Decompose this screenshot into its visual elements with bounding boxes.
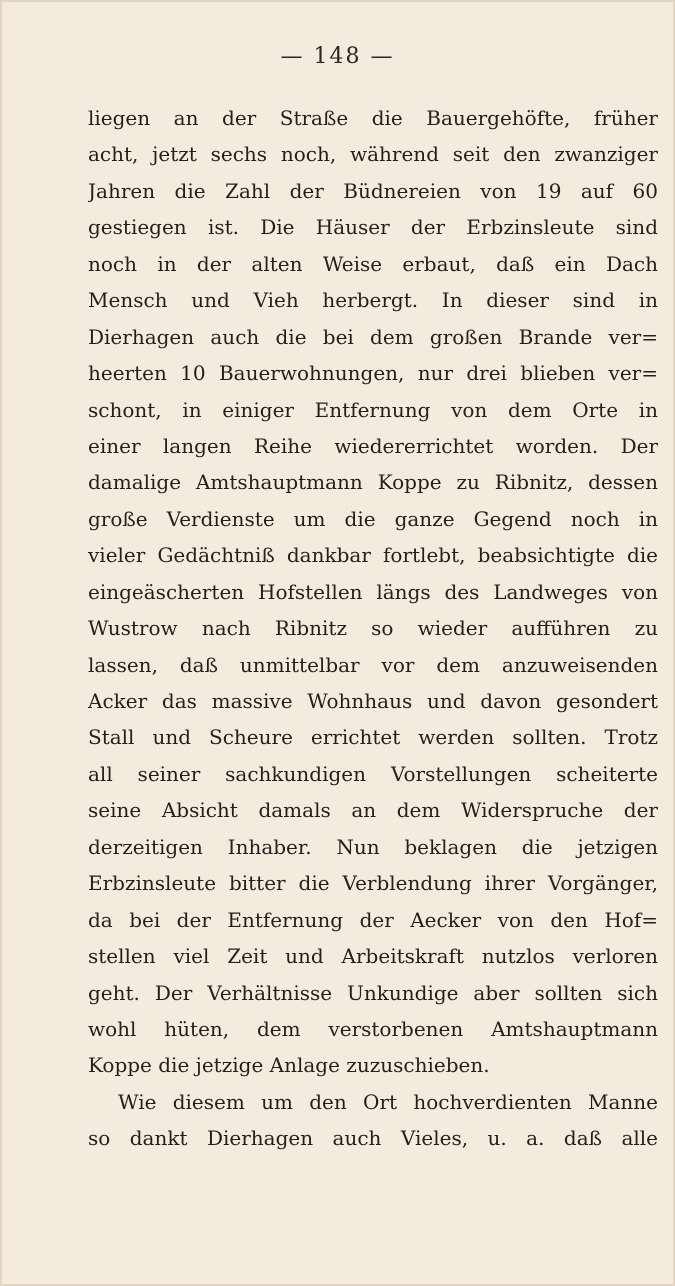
text-line: vieler Gedächtniß dankbar fortlebt, beabsichtigte die bbox=[88, 543, 658, 568]
text-line: derzeitigen Inhaber. Nun beklagen die jetzigen bbox=[88, 834, 658, 859]
text-line: damalige Amtshauptmann Koppe zu Ribnitz, dessen bbox=[88, 470, 658, 495]
text-line: da bei der Entfernung der Aecker von den Hof= bbox=[88, 907, 658, 932]
text-line: Jahren die Zahl der Büdnereien von 19 auf 60 bbox=[88, 178, 658, 203]
text-line: wohl hüten, dem verstorbenen Amtshauptmann bbox=[88, 1016, 658, 1041]
text-line: all seiner sachkundigen Vorstellungen scheiterte bbox=[88, 761, 658, 786]
text-line: Wie diesem um den Ort hochverdienten Manne bbox=[118, 1089, 658, 1114]
text-line: lassen, daß unmittelbar vor dem anzuweisenden bbox=[88, 652, 658, 677]
text-line: noch in der alten Weise erbaut, daß ein Dach bbox=[88, 251, 658, 276]
text-line: einer langen Reihe wiedererrichtet worden. Der bbox=[88, 433, 658, 458]
text-line: liegen an der Straße die Bauergehöfte, früher bbox=[88, 106, 658, 130]
page-number: — 148 — bbox=[280, 44, 395, 69]
text-line: so dankt Dierhagen auch Vieles, u. a. daß alle bbox=[88, 1126, 658, 1151]
text-line: Wustrow nach Ribnitz so wieder aufführen zu bbox=[88, 616, 658, 641]
text-line: große Verdienste um die ganze Gegend noch in bbox=[88, 506, 658, 531]
body-text bbox=[88, 100, 658, 1157]
text-line: heerten 10 Bauerwohnungen, nur drei blieben ver= bbox=[88, 361, 658, 386]
text-line: eingeäscherten Hofstellen längs des Landweges von bbox=[88, 579, 658, 604]
text-line: geht. Der Verhältnisse Unkundige aber sollten sich bbox=[88, 980, 658, 1005]
text-line: Mensch und Vieh herbergt. In dieser sind in bbox=[88, 288, 658, 313]
text-line: seine Absicht damals an dem Widerspruche der bbox=[88, 798, 658, 823]
text-line: gestiegen ist. Die Häuser der Erbzinsleute sind bbox=[88, 215, 658, 240]
text-line: schont, in einiger Entfernung von dem Orte in bbox=[88, 397, 658, 422]
text-line: Dierhagen auch die bei dem großen Brande ver= bbox=[88, 324, 658, 349]
text-line: Erbzinsleute bitter die Verblendung ihrer Vorgänger, bbox=[88, 871, 658, 896]
text-line: stellen viel Zeit und Arbeitskraft nutzlos verloren bbox=[88, 944, 658, 969]
text-line: Stall und Scheure errichtet werden sollten. Trotz bbox=[88, 725, 658, 750]
text-line: Koppe die jetzige Anlage zuzuschieben. bbox=[88, 1053, 490, 1078]
text-line: acht, jetzt sechs noch, während seit den zwanziger bbox=[88, 142, 658, 167]
text-line: Acker das massive Wohnhaus und davon gesondert bbox=[88, 689, 658, 713]
